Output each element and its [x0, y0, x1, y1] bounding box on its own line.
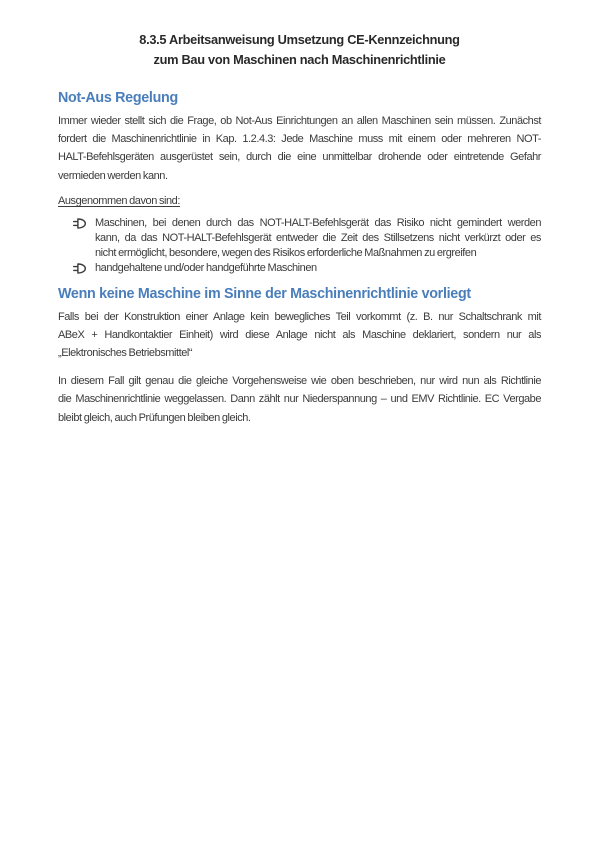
document-title-line2: zum Bau von Maschinen nach Maschinenrichtlinie: [153, 52, 446, 67]
text-line: kann, da das NOT-HALT-Befehlsgerät entweder die Zeit des Stillsetzens nicht verkürzt oder es: [95, 232, 541, 245]
text-line: In diesem Fall gilt genau die gleiche Vorgehensweise wie oben beschrieben, nur wird nun als Richtlinie: [58, 375, 541, 388]
document-title-line1: 8.3.5 Arbeitsanweisung Umsetzung CE-Kennzeichnung: [139, 32, 460, 47]
text-line: vermieden werden kann.: [58, 169, 168, 182]
text-line: fordert die Maschinenrichtlinie in Kap. 1.2.4.3: Jede Maschine muss mit einem oder mehreren NOT-: [58, 133, 541, 146]
exceptions-label: Ausgenommen davon sind:: [58, 194, 180, 207]
exceptions-list: [58, 216, 541, 277]
section-heading-keine-maschine: Wenn keine Maschine im Sinne der Maschinenrichtlinie vorliegt: [58, 285, 471, 302]
text-line: handgehaltene und/oder handgeführte Maschinen: [95, 262, 317, 275]
section-heading-not-aus-regelung: Not-Aus Regelung: [58, 90, 178, 106]
curved-arrow-bullet-icon: [73, 263, 88, 274]
text-line: ABeX + Handkontaktier Einheit) wird diese Anlage nicht als Maschine deklariert, sondern nur als: [58, 328, 541, 341]
text-line: nicht ermöglicht, besondere, wegen des Risikos erforderliche Maßnahmen zu ergreifen: [95, 247, 477, 260]
list-item: [73, 261, 541, 276]
list-item: [73, 216, 541, 262]
list-item-text: [95, 216, 541, 262]
curved-arrow-bullet-icon: [73, 218, 88, 229]
list-item-text: [95, 261, 541, 276]
paragraph-keine-maschine-1: [58, 308, 541, 363]
paragraph-keine-maschine-2: [58, 372, 541, 427]
paragraph-not-aus-intro: [58, 112, 541, 185]
text-line: Immer wieder stellt sich die Frage, ob Not-Aus Einrichtungen an allen Maschinen sein müssen. Zunächst: [58, 115, 541, 127]
text-line: HALT-Befehlsgeräten ausgerüstet sein, durch die eine unmittelbar drohende oder eintretende Gefahr: [58, 151, 541, 164]
text-line: Falls bei der Konstruktion einer Anlage kein bewegliches Teil vorkommt (z. B. nur Schaltschrank mit: [58, 310, 541, 323]
text-line: die Maschinenrichtlinie weggelassen. Dann zählt nur Niederspannung – und EMV Richtlinie. EC Vergabe: [58, 393, 541, 406]
text-line: „Elektronisches Betriebsmittel“: [58, 347, 193, 360]
document-title: [58, 30, 541, 70]
text-line: Maschinen, bei denen durch das NOT-HALT-Befehlsgerät das Risiko nicht gemindert werden: [95, 216, 541, 229]
text-line: bleibt gleich, auch Prüfungen bleiben gleich.: [58, 411, 251, 424]
